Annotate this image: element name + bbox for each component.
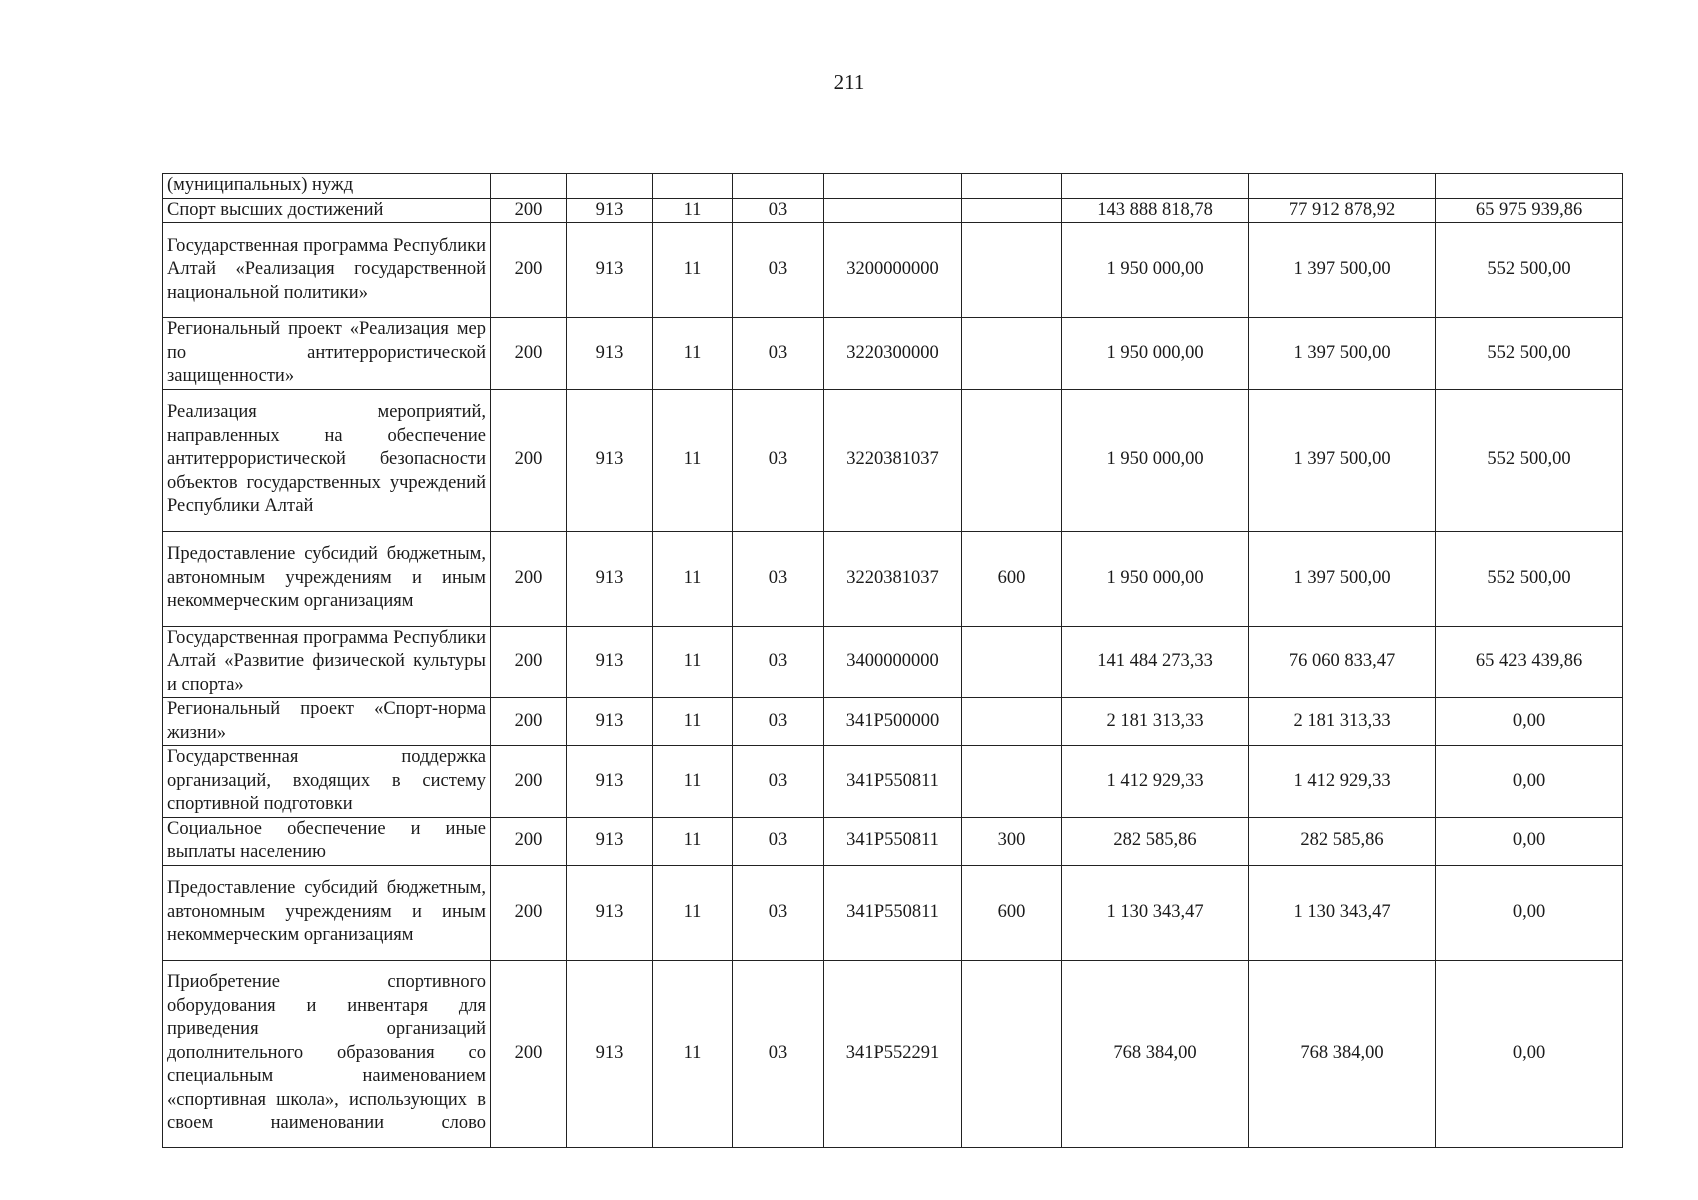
row-name: Государственная поддержка организаций, входящих в систему спортивной подготовки: [163, 746, 491, 818]
table-row: [163, 698, 1623, 746]
cell-pr: 03: [733, 698, 824, 746]
cell-ved: 913: [567, 198, 653, 223]
table-row: [163, 817, 1623, 865]
cell-rz: 11: [653, 746, 733, 818]
cell-ved: 913: [567, 223, 653, 318]
cell-sum-1: 1 950 000,00: [1062, 531, 1249, 626]
table-row: [163, 960, 1623, 1147]
cell-sum-1: 1 950 000,00: [1062, 318, 1249, 390]
cell-pr: 03: [733, 626, 824, 698]
cell-pr: 03: [733, 960, 824, 1147]
row-name: Государственная программа Республики Алтай «Реализация государственной национальной политики»: [163, 223, 491, 318]
cell-csr: [824, 198, 962, 223]
cell-sum-2: 76 060 833,47: [1249, 626, 1436, 698]
cell-csr: 341P550811: [824, 865, 962, 960]
cell-pr: 03: [733, 223, 824, 318]
row-name: Реализация мероприятий, направленных на обеспечение антитеррористической безопасности объектов государственных учреждений Республики Алтай: [163, 389, 491, 531]
page-number: 211: [833, 70, 865, 94]
cell-sum-1: 1 950 000,00: [1062, 389, 1249, 531]
cell-csr: 3400000000: [824, 626, 962, 698]
cell-gr: 200: [491, 626, 567, 698]
table-row: [163, 223, 1623, 318]
table-row: [163, 626, 1623, 698]
cell-gr: 200: [491, 817, 567, 865]
cell-ved: 913: [567, 746, 653, 818]
cell-sum-2: 77 912 878,92: [1249, 198, 1436, 223]
cell-ved: 913: [567, 389, 653, 531]
cell-vr: 300: [962, 817, 1062, 865]
cell-sum-2: [1249, 174, 1436, 199]
cell-sum-1: 1 130 343,47: [1062, 865, 1249, 960]
cell-rz: 11: [653, 698, 733, 746]
cell-sum-3: 0,00: [1436, 698, 1623, 746]
row-name: Государственная программа Республики Алтай «Развитие физической культуры и спорта»: [163, 626, 491, 698]
cell-vr: [962, 626, 1062, 698]
cell-ved: 913: [567, 698, 653, 746]
cell-gr: 200: [491, 865, 567, 960]
cell-sum-2: 2 181 313,33: [1249, 698, 1436, 746]
cell-vr: [962, 389, 1062, 531]
cell-sum-3: 0,00: [1436, 865, 1623, 960]
cell-csr: 341P500000: [824, 698, 962, 746]
cell-pr: 03: [733, 531, 824, 626]
budget-table: [162, 173, 1623, 1148]
cell-rz: 11: [653, 817, 733, 865]
cell-rz: 11: [653, 198, 733, 223]
cell-sum-2: 1 397 500,00: [1249, 223, 1436, 318]
cell-sum-1: 282 585,86: [1062, 817, 1249, 865]
cell-sum-3: 0,00: [1436, 960, 1623, 1147]
cell-sum-3: 0,00: [1436, 817, 1623, 865]
row-name: Предоставление субсидий бюджетным, автономным учреждениям и иным некоммерческим организациям: [163, 531, 491, 626]
cell-gr: 200: [491, 198, 567, 223]
cell-gr: 200: [491, 531, 567, 626]
cell-gr: 200: [491, 223, 567, 318]
cell-vr: [962, 746, 1062, 818]
table-row: [163, 746, 1623, 818]
cell-pr: 03: [733, 389, 824, 531]
cell-vr: [962, 698, 1062, 746]
cell-gr: 200: [491, 746, 567, 818]
row-name: Предоставление субсидий бюджетным, автономным учреждениям и иным некоммерческим организациям: [163, 865, 491, 960]
cell-gr: 200: [491, 318, 567, 390]
cell-csr: 3220381037: [824, 389, 962, 531]
cell-csr: 341P550811: [824, 817, 962, 865]
cell-gr: [491, 174, 567, 199]
cell-csr: 3200000000: [824, 223, 962, 318]
cell-ved: 913: [567, 817, 653, 865]
cell-csr: 341P550811: [824, 746, 962, 818]
row-name: Региональный проект «Реализация мер по антитеррористической защищенности»: [163, 318, 491, 390]
cell-pr: 03: [733, 865, 824, 960]
cell-rz: 11: [653, 223, 733, 318]
cell-rz: 11: [653, 531, 733, 626]
cell-vr: [962, 174, 1062, 199]
cell-sum-2: 282 585,86: [1249, 817, 1436, 865]
row-name: Спорт высших достижений: [163, 198, 491, 223]
cell-sum-3: 0,00: [1436, 746, 1623, 818]
cell-sum-2: 1 397 500,00: [1249, 389, 1436, 531]
cell-sum-1: 1 950 000,00: [1062, 223, 1249, 318]
cell-sum-3: [1436, 174, 1623, 199]
cell-ved: 913: [567, 626, 653, 698]
cell-rz: [653, 174, 733, 199]
cell-sum-1: 768 384,00: [1062, 960, 1249, 1147]
cell-sum-2: 1 130 343,47: [1249, 865, 1436, 960]
cell-sum-1: 141 484 273,33: [1062, 626, 1249, 698]
cell-ved: [567, 174, 653, 199]
row-name: (муниципальных) нужд: [163, 174, 491, 199]
cell-sum-2: 1 397 500,00: [1249, 318, 1436, 390]
cell-pr: 03: [733, 318, 824, 390]
cell-rz: 11: [653, 318, 733, 390]
cell-csr: 3220300000: [824, 318, 962, 390]
cell-sum-1: [1062, 174, 1249, 199]
table-row: [163, 174, 1623, 199]
cell-vr: [962, 223, 1062, 318]
table-row: [163, 389, 1623, 531]
table-row: [163, 198, 1623, 223]
cell-sum-3: 65 423 439,86: [1436, 626, 1623, 698]
cell-vr: 600: [962, 865, 1062, 960]
cell-rz: 11: [653, 865, 733, 960]
cell-sum-2: 768 384,00: [1249, 960, 1436, 1147]
cell-sum-1: 143 888 818,78: [1062, 198, 1249, 223]
cell-vr: [962, 318, 1062, 390]
cell-ved: 913: [567, 318, 653, 390]
cell-sum-2: 1 397 500,00: [1249, 531, 1436, 626]
cell-csr: 3220381037: [824, 531, 962, 626]
cell-sum-1: 1 412 929,33: [1062, 746, 1249, 818]
cell-vr: [962, 960, 1062, 1147]
cell-sum-3: 552 500,00: [1436, 223, 1623, 318]
cell-pr: 03: [733, 817, 824, 865]
cell-sum-2: 1 412 929,33: [1249, 746, 1436, 818]
cell-rz: 11: [653, 389, 733, 531]
cell-pr: 03: [733, 198, 824, 223]
table-row: [163, 318, 1623, 390]
cell-vr: 600: [962, 531, 1062, 626]
row-name: Социальное обеспечение и иные выплаты населению: [163, 817, 491, 865]
cell-gr: 200: [491, 698, 567, 746]
cell-sum-3: 552 500,00: [1436, 318, 1623, 390]
cell-gr: 200: [491, 960, 567, 1147]
cell-csr: 341P552291: [824, 960, 962, 1147]
row-name: Приобретение спортивного оборудования и инвентаря для приведения организаций дополнительного образования со специальным наименованием «спортивная школа», использующих в своем наименовании слово: [163, 960, 491, 1147]
cell-ved: 913: [567, 960, 653, 1147]
cell-sum-1: 2 181 313,33: [1062, 698, 1249, 746]
cell-pr: [733, 174, 824, 199]
cell-sum-3: 552 500,00: [1436, 531, 1623, 626]
cell-gr: 200: [491, 389, 567, 531]
cell-sum-3: 552 500,00: [1436, 389, 1623, 531]
cell-vr: [962, 198, 1062, 223]
cell-rz: 11: [653, 960, 733, 1147]
row-name: Региональный проект «Спорт-норма жизни»: [163, 698, 491, 746]
cell-ved: 913: [567, 531, 653, 626]
table-row: [163, 865, 1623, 960]
cell-pr: 03: [733, 746, 824, 818]
cell-sum-3: 65 975 939,86: [1436, 198, 1623, 223]
cell-ved: 913: [567, 865, 653, 960]
table-row: [163, 531, 1623, 626]
cell-csr: [824, 174, 962, 199]
cell-rz: 11: [653, 626, 733, 698]
